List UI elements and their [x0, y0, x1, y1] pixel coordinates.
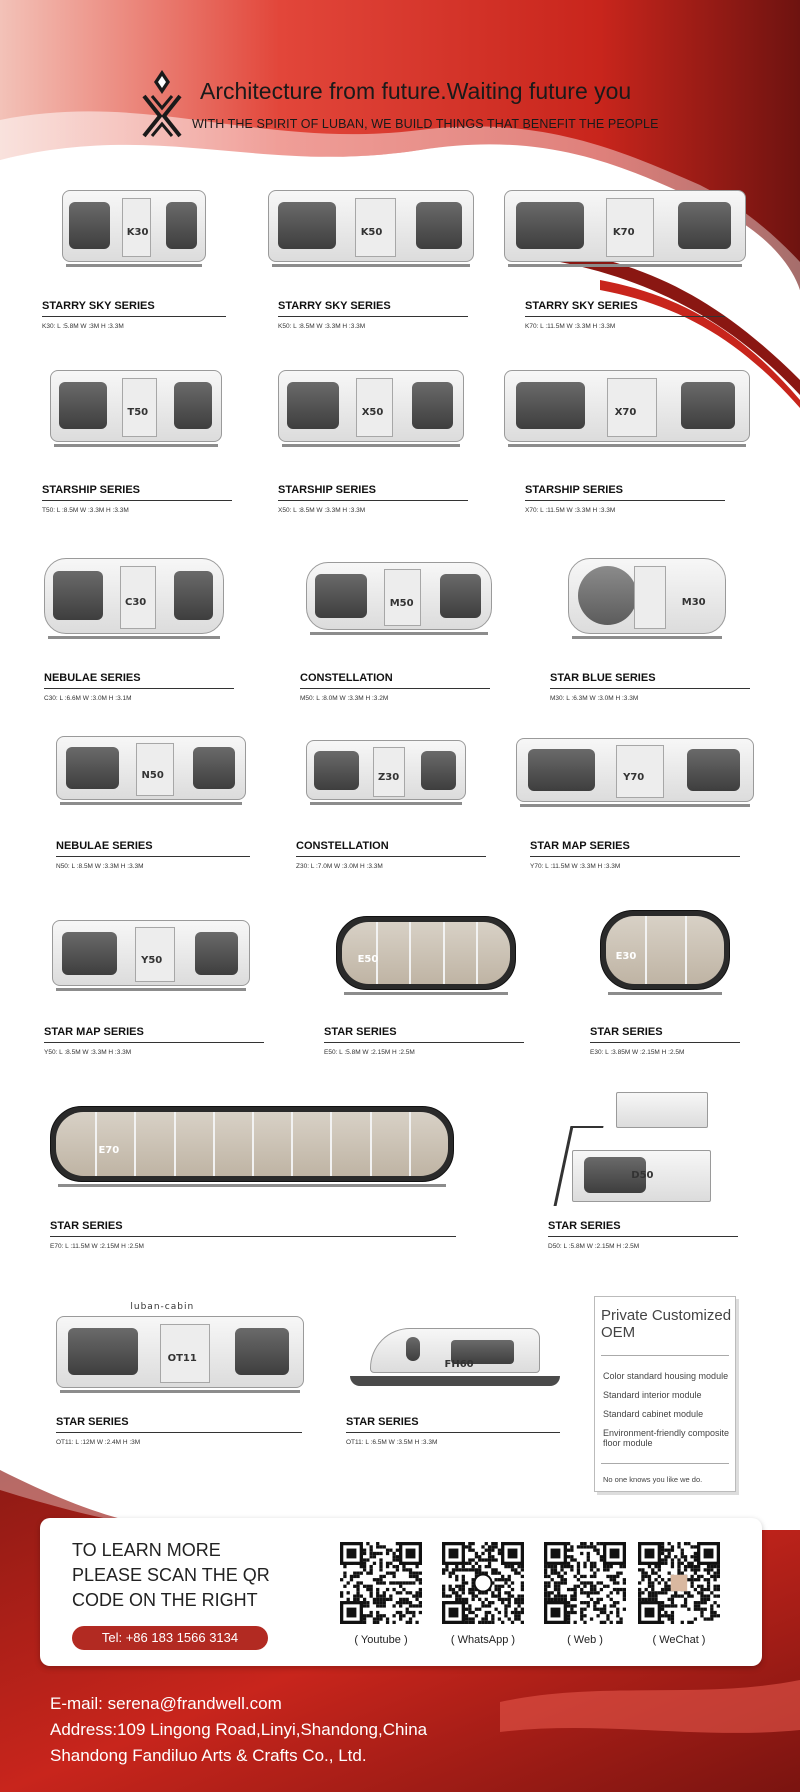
dimensions-text: M30: L :6.3M W :3.0M H :3.3M: [550, 695, 639, 702]
cabin-part: [282, 444, 460, 447]
dimensions-text: X70: L :11.5M W :3.3M H :3.3M: [525, 507, 616, 514]
cabin-badge: E30: [615, 951, 637, 963]
cabin-part: [508, 444, 746, 447]
learn-line: TO LEARN MORE: [72, 1540, 221, 1560]
product-image: [336, 916, 516, 996]
window: [53, 571, 103, 620]
window: [681, 382, 735, 429]
cabin-part: [520, 804, 750, 807]
series-name: STAR BLUE SERIES: [550, 672, 656, 684]
email-line[interactable]: E-mail: serena@frandwell.com: [50, 1694, 282, 1713]
cabin-image: [600, 910, 730, 996]
dimensions-text: N50: L :8.5M W :3.3M H :3.3M: [56, 863, 144, 870]
product-image: [600, 910, 730, 996]
cabin-image: [50, 370, 222, 448]
qr-label: ( Web ): [567, 1634, 603, 1646]
window-mullion: [409, 922, 411, 984]
window: [62, 932, 117, 975]
cabin-image: [56, 1302, 304, 1394]
caption-rule: [324, 1042, 524, 1043]
product-image: [562, 1092, 716, 1204]
dimensions-text: Z30: L :7.0M W :3.0M H :3.3M: [296, 863, 383, 870]
series-name: STARSHIP SERIES: [525, 484, 624, 496]
luban-logo-icon: [140, 68, 184, 142]
product-image: [56, 736, 246, 806]
cabin-badge: K50: [360, 227, 383, 239]
qr-code-icon[interactable]: [442, 1542, 524, 1624]
cabin-image: [504, 370, 750, 448]
qr-label: ( Youtube ): [354, 1634, 408, 1646]
dimensions-text: M50: L :8.0M W :3.3M H :3.2M: [300, 695, 389, 702]
cabin-part: [54, 444, 218, 447]
cabin-part: [60, 1390, 300, 1393]
caption-rule: [548, 1236, 738, 1237]
cabin-badge: Y50: [141, 954, 163, 966]
cabin-image: [336, 916, 516, 996]
cabin-image: [44, 558, 224, 640]
cabin-part: [344, 992, 508, 995]
cabin-part: [272, 264, 470, 267]
window-mullion: [213, 1112, 215, 1176]
window: [516, 202, 584, 249]
cabin-badge: E70: [98, 1145, 120, 1157]
window-mullion: [409, 1112, 411, 1176]
cabin-part: [58, 1184, 446, 1187]
caption-rule: [530, 856, 740, 857]
series-name: STARSHIP SERIES: [278, 484, 377, 496]
window: [314, 751, 359, 791]
window-mullion: [174, 1112, 176, 1176]
address-line: Address:109 Lingong Road,Linyi,Shandong,China: [50, 1720, 428, 1739]
window: [421, 751, 456, 791]
window: [174, 571, 214, 620]
product-image: [516, 738, 754, 808]
window: [69, 202, 109, 249]
window: [174, 382, 212, 429]
learn-line: CODE ON THE RIGHT: [72, 1590, 258, 1610]
cabin-badge: Z30: [378, 771, 400, 783]
series-name: STAR MAP SERIES: [530, 840, 630, 852]
caption-rule: [300, 688, 490, 689]
cabin-badge: M30: [681, 597, 706, 609]
window-mullion: [370, 1112, 372, 1176]
qr-code-icon[interactable]: [638, 1542, 720, 1624]
headline: Architecture from future.Waiting future you: [200, 78, 632, 104]
dimensions-text: OT11: L :6.5M W :3.5M H :3.3M: [346, 1439, 438, 1446]
dimensions-text: D50: L :5.8M W :2.15M H :2.5M: [548, 1243, 640, 1250]
cabin-badge: K70: [612, 227, 635, 239]
dimensions-text: E70: L :11.5M W :2.15M H :2.5M: [50, 1243, 144, 1250]
product-image: [50, 1106, 454, 1188]
cabin-image: [268, 190, 474, 268]
cabin-badge: T50: [127, 407, 149, 419]
caption-rule: [550, 688, 750, 689]
cabin-image: [56, 736, 246, 806]
product-image: [56, 1302, 304, 1394]
learn-more-text: [72, 1538, 292, 1613]
caption-rule: [44, 1042, 264, 1043]
window-mullion: [252, 1112, 254, 1176]
contact-card: [40, 1518, 762, 1666]
window: [315, 574, 367, 618]
caption-rule: [346, 1432, 560, 1433]
cabin-badge: FH60: [444, 1358, 474, 1370]
product-image: [504, 370, 750, 448]
product-image: [50, 370, 222, 448]
series-name: STARRY SKY SERIES: [278, 300, 391, 312]
cabin-image: [306, 740, 466, 806]
cabin-image: [350, 1324, 560, 1396]
caption-rule: [525, 316, 725, 317]
caption-rule: [525, 500, 725, 501]
brand-wordmark: luban-cabin: [130, 1302, 195, 1312]
window-mullion: [291, 1112, 293, 1176]
cabin-badge: X70: [614, 407, 637, 419]
window: [287, 382, 339, 429]
caption-rule: [42, 316, 226, 317]
product-image: [52, 920, 250, 992]
qr-label: ( WeChat ): [652, 1634, 706, 1646]
custom-item: Standard cabinet module: [603, 1409, 704, 1419]
qr-code-icon[interactable]: [544, 1542, 626, 1624]
dimensions-text: Y70: L :11.5M W :3.3M H :3.3M: [530, 863, 621, 870]
series-name: STARRY SKY SERIES: [42, 300, 155, 312]
cabin-part: [60, 802, 242, 805]
cabin-badge: K30: [126, 227, 149, 239]
cabin-image: [306, 562, 492, 636]
cabin-part: [350, 1376, 560, 1386]
cabin-part: [310, 802, 462, 805]
custom-footer: No one knows you like we do.: [603, 1475, 703, 1484]
dimensions-text: K30: L :5.8M W :3M H :3.3M: [42, 323, 124, 330]
window: [516, 382, 585, 429]
cabin-image: [52, 920, 250, 992]
series-name: STARRY SKY SERIES: [525, 300, 638, 312]
product-image: [568, 558, 726, 640]
company-line: Shandong Fandiluo Arts & Crafts Co., Ltd.: [50, 1746, 367, 1765]
cabin-part: [572, 636, 722, 639]
window: [68, 1328, 137, 1375]
window-mullion: [376, 922, 378, 984]
caption-rule: [296, 856, 486, 857]
caption-rule: [56, 856, 250, 857]
product-image: [306, 562, 492, 636]
window: [440, 574, 481, 618]
learn-line: PLEASE SCAN THE QR: [72, 1565, 270, 1585]
cabin-part: [66, 264, 202, 267]
window-mullion: [95, 1112, 97, 1176]
window: [687, 749, 739, 791]
window: [66, 747, 119, 789]
custom-item: Environment-friendly composite floor module: [603, 1428, 730, 1448]
cabin-image: [504, 190, 746, 268]
cabin-image: [516, 738, 754, 808]
series-name: STAR MAP SERIES: [44, 1026, 144, 1038]
product-image: [268, 190, 474, 268]
series-name: STAR SERIES: [50, 1220, 123, 1232]
window: [412, 382, 453, 429]
series-name: STAR SERIES: [590, 1026, 663, 1038]
cabin-badge: E50: [357, 954, 379, 966]
cabin-part: [606, 916, 724, 984]
caption-rule: [56, 1432, 302, 1433]
series-name: STARSHIP SERIES: [42, 484, 141, 496]
window-mullion: [476, 922, 478, 984]
caption-rule: [278, 500, 468, 501]
series-name: NEBULAE SERIES: [56, 840, 153, 852]
cabin-badge: N50: [141, 769, 164, 781]
cabin-image: [62, 190, 206, 268]
product-image: [278, 370, 464, 448]
custom-item: Standard interior module: [603, 1390, 702, 1400]
divider: [601, 1463, 729, 1464]
cabin-part: [310, 632, 488, 635]
window: [235, 1328, 290, 1375]
dimensions-text: X50: L :8.5M W :3.3M H :3.3M: [278, 507, 366, 514]
product-image: [62, 190, 206, 268]
cabin-part: [608, 992, 722, 995]
divider: [601, 1355, 729, 1356]
cabin-badge: X50: [361, 407, 384, 419]
window-mullion: [443, 922, 445, 984]
cabin-part: [406, 1337, 420, 1361]
caption-rule: [590, 1042, 740, 1043]
cabin-part: [508, 264, 742, 267]
cabin-badge: C30: [125, 597, 147, 609]
cabin-part: [56, 1112, 448, 1176]
dimensions-text: T50: L :8.5M W :3.3M H :3.3M: [42, 507, 129, 514]
dimensions-text: OT11: L :12M W :2.4M H :3M: [56, 1439, 141, 1446]
brand-header: [140, 68, 780, 148]
custom-title: Private Customized OEM: [601, 1307, 732, 1341]
cabin-part: [616, 1092, 708, 1128]
window: [195, 932, 239, 975]
window-mullion: [134, 1112, 136, 1176]
series-name: NEBULAE SERIES: [44, 672, 141, 684]
product-image: [44, 558, 224, 640]
product-image: [306, 740, 466, 806]
window-mullion: [645, 916, 647, 984]
series-name: CONSTELLATION: [296, 840, 389, 852]
window: [278, 202, 336, 249]
custom-oem-box: [594, 1296, 736, 1492]
tagline: WITH THE SPIRIT OF LUBAN, WE BUILD THINGS THAT BENEFIT THE PEOPLE: [192, 117, 659, 131]
qr-code-icon[interactable]: [340, 1542, 422, 1624]
cabin-part: [48, 636, 220, 639]
cabin-image: [562, 1092, 716, 1204]
series-name: STAR SERIES: [548, 1220, 621, 1232]
window: [528, 749, 595, 791]
qr-label: ( WhatsApp ): [450, 1634, 516, 1646]
caption-rule: [44, 688, 234, 689]
porthole-window: [578, 566, 637, 625]
cabin-badge: D50: [631, 1170, 654, 1182]
dimensions-text: C30: L :6.6M W :3.0M H :3.1M: [44, 695, 132, 702]
window: [193, 747, 235, 789]
custom-item: Color standard housing module: [603, 1371, 729, 1381]
series-name: STAR SERIES: [324, 1026, 397, 1038]
window: [59, 382, 107, 429]
caption-rule: [278, 316, 468, 317]
dimensions-text: K50: L :8.5M W :3.3M H :3.3M: [278, 323, 366, 330]
caption-rule: [42, 500, 232, 501]
cabin-part: [56, 988, 246, 991]
window: [166, 202, 198, 249]
cabin-badge: Y70: [623, 771, 645, 783]
caption-rule: [50, 1236, 456, 1237]
cabin-badge: M50: [389, 597, 414, 609]
cabin-badge: OT11: [167, 1353, 197, 1365]
cabin-part: [342, 922, 510, 984]
cabin-image: [278, 370, 464, 448]
cabin-image: [568, 558, 726, 640]
cabin-image: [50, 1106, 454, 1188]
window: [678, 202, 731, 249]
product-image: [350, 1324, 560, 1396]
window-mullion: [330, 1112, 332, 1176]
window-mullion: [685, 916, 687, 984]
dimensions-text: E50: L :5.8M W :2.15M H :2.5M: [324, 1049, 415, 1056]
dimensions-text: Y50: L :8.5M W :3.3M H :3.3M: [44, 1049, 132, 1056]
series-name: STAR SERIES: [56, 1416, 129, 1428]
product-image: [504, 190, 746, 268]
series-name: STAR SERIES: [346, 1416, 419, 1428]
dimensions-text: K70: L :11.5M W :3.3M H :3.3M: [525, 323, 616, 330]
dimensions-text: E30: L :3.85M W :2.15M H :2.5M: [590, 1049, 685, 1056]
series-name: CONSTELLATION: [300, 672, 393, 684]
window: [416, 202, 461, 249]
phone-pill[interactable]: Tel: +86 183 1566 3134: [72, 1626, 268, 1650]
cabin-door: [634, 566, 666, 628]
